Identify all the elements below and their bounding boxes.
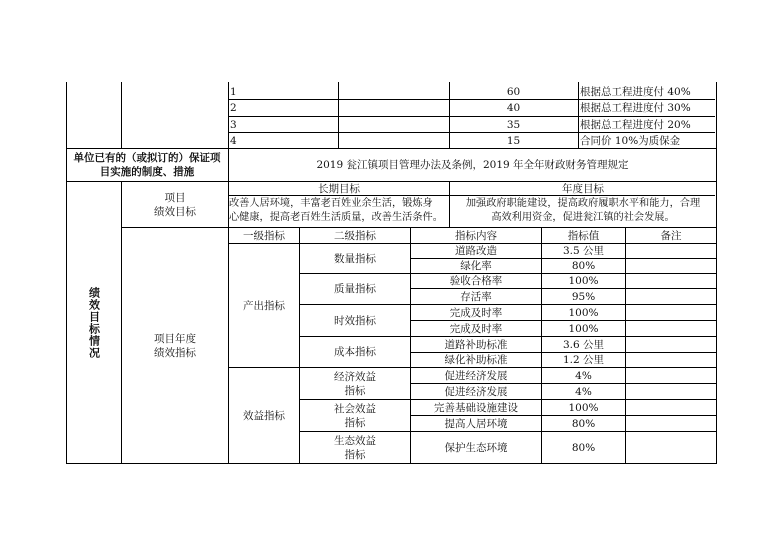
indicator-value: 3.6 公里 — [562, 338, 605, 351]
payment-condition: 合同价 10%为质保金 — [580, 135, 681, 147]
guarantee-label — [66, 149, 228, 181]
indicator-content: 促进经济发展 — [444, 385, 508, 398]
indicator-value: 80% — [571, 417, 596, 430]
payment-amount: 40 — [506, 102, 521, 114]
table-border — [121, 82, 122, 149]
indicator-section-line: 项目年度 — [154, 332, 196, 345]
long-term-line: 心健康，提高老百姓生活质量，改善生活条件。 — [229, 212, 443, 223]
indicator-content: 验收合格率 — [449, 275, 503, 287]
annual-text — [450, 197, 716, 227]
long-term-line: 改善人居环境，丰富老百姓业余生活，锻炼身 — [229, 198, 433, 209]
indicator-content: 道路补助标准 — [444, 338, 508, 351]
indicator-content: 完成及时率 — [449, 306, 503, 319]
indicator-content: 完成及时率 — [449, 322, 503, 335]
long-term-header: 长期目标 — [318, 182, 360, 195]
level2-social-line: 社会效益 — [334, 402, 376, 415]
level2-timeliness: 时效指标 — [334, 314, 376, 327]
header-level1: 一级指标 — [243, 229, 285, 242]
table-border — [228, 195, 715, 196]
indicator-content: 保护生态环境 — [444, 441, 508, 454]
indicator-value: 3.5 公里 — [562, 245, 605, 257]
header-remark: 备注 — [660, 229, 682, 242]
guarantee-label-line: 单位已有的（或拟订的）保证项 — [73, 152, 221, 164]
annual-line: 高效利用资金，促进瓮江镇的社会发展。 — [491, 212, 675, 223]
project-goal-label — [122, 182, 228, 227]
indicator-content: 完善基础设施建设 — [434, 401, 518, 414]
header-level2: 二级指标 — [334, 229, 376, 242]
level2-eco-line: 指标 — [344, 448, 366, 461]
level1-output: 产出指标 — [243, 299, 285, 312]
indicator-content: 促进经济发展 — [444, 369, 508, 382]
indicator-content: 提高人居环境 — [444, 417, 508, 430]
indicator-value: 100% — [568, 275, 599, 287]
level2-social — [300, 400, 410, 431]
indicator-value: 4% — [575, 369, 592, 382]
guarantee-content: 2019 瓮江镇项目管理办法及条例，2019 年全年财政财务管理规定 — [316, 159, 629, 171]
indicator-value: 80% — [571, 441, 596, 454]
indicator-value: 100% — [568, 401, 599, 414]
level2-economic-line: 经济效益 — [334, 370, 376, 383]
indicator-content: 绿化率 — [460, 260, 492, 272]
payment-num: 3 — [230, 119, 237, 131]
level2-cost: 成本指标 — [334, 346, 376, 358]
level2-economic-line: 指标 — [344, 384, 366, 397]
level2-social-line: 指标 — [344, 416, 366, 429]
payment-condition: 根据总工程进度付 30% — [580, 102, 691, 114]
table-border — [228, 116, 715, 117]
goal-section-text: 绩效目标情况 — [87, 286, 101, 359]
annual-line: 加强政府职能建设，提高政府履职水平和能力，合理 — [465, 198, 701, 209]
project-goal-label-line: 项目 — [164, 191, 186, 204]
guarantee-label-line: 目实施的制度、措施 — [99, 166, 195, 178]
indicator-value: 95% — [571, 290, 596, 303]
payment-condition: 根据总工程进度付 40% — [580, 86, 691, 98]
table-border — [716, 82, 717, 464]
level2-eco — [300, 432, 410, 463]
indicator-section-label — [122, 228, 228, 463]
indicator-value: 100% — [568, 306, 599, 319]
table-border — [625, 227, 626, 463]
payment-num: 4 — [230, 135, 237, 147]
long-term-text — [229, 197, 449, 227]
annual-header: 年度目标 — [562, 182, 604, 195]
project-goal-label-line: 绩效目标 — [154, 205, 196, 218]
table-border — [66, 463, 717, 464]
level2-quality: 质量指标 — [334, 283, 376, 295]
header-content: 指标内容 — [455, 229, 497, 242]
indicator-content: 道路改造 — [455, 245, 497, 257]
table-border — [228, 132, 715, 133]
indicator-value: 100% — [568, 322, 599, 335]
payment-amount: 35 — [506, 119, 521, 131]
level2-eco-line: 生态效益 — [334, 434, 376, 447]
payment-amount: 60 — [506, 86, 521, 98]
indicator-value: 4% — [575, 385, 592, 398]
header-value: 指标值 — [567, 229, 600, 242]
level1-benefit: 效益指标 — [243, 409, 285, 422]
indicator-value: 1.2 公里 — [562, 354, 605, 366]
table-border — [228, 99, 715, 100]
level2-quantity: 数量指标 — [334, 252, 376, 265]
indicator-section-line: 绩效指标 — [154, 346, 196, 359]
payment-condition: 根据总工程进度付 20% — [580, 119, 691, 131]
indicator-content: 绿化补助标准 — [444, 354, 508, 366]
payment-num: 1 — [230, 86, 237, 98]
payment-num: 2 — [230, 102, 237, 114]
level2-economic — [300, 368, 410, 399]
indicator-value: 80% — [571, 260, 596, 272]
goal-section-label — [66, 182, 121, 463]
payment-amount: 15 — [506, 135, 521, 147]
indicator-content: 存活率 — [460, 290, 492, 303]
